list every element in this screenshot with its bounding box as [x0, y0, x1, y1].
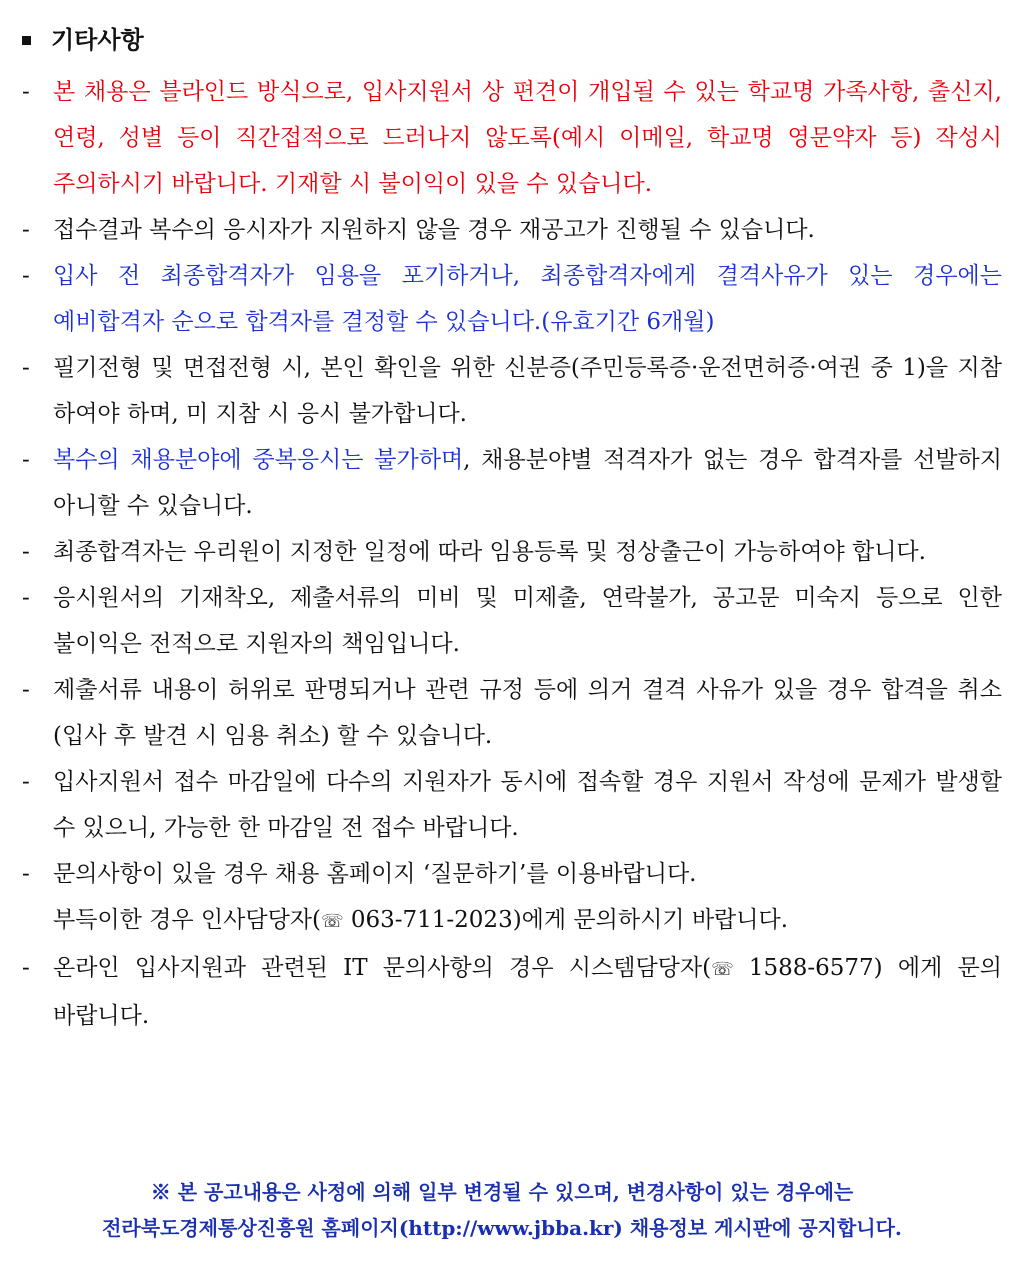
dash-marker: - [22, 677, 30, 703]
section-title: 기타사항 [51, 26, 144, 54]
item-text-highlight: 복수의 채용분야에 중복응시는 불가하며 [53, 447, 464, 473]
item-text: 접수결과 복수의 응시자가 지원하지 않을 경우 재공고가 진행될 수 있습니다. [53, 217, 815, 243]
list-item-duplicate-application [22, 437, 1002, 529]
notice-list [22, 69, 1002, 1039]
dash-marker: - [22, 447, 30, 473]
list-item-deadline-traffic [22, 759, 1002, 851]
item-text: 부득이한 경우 인사담당자( [53, 907, 321, 933]
list-item-reserve-candidates [22, 253, 1002, 345]
footer-notice [22, 1174, 982, 1246]
item-text: 필기전형 및 면접전형 시, 본인 확인을 위한 신분증(주민등록증·운전면허증·여권 중 1)을 지참 하여야 하며, 미 지참 시 응시 불가합니다. [53, 355, 1002, 427]
list-item-applicant-responsibility [22, 575, 1002, 667]
hr-phone-number: 063-711-2023 [343, 907, 513, 933]
system-phone-number: 1588-6577 [733, 955, 874, 981]
list-item-it-inquiries [22, 945, 1002, 1039]
dash-marker: - [22, 769, 30, 795]
list-item-inquiries [22, 851, 1002, 945]
list-item-false-documents [22, 667, 1002, 759]
item-text: 응시원서의 기재착오, 제출서류의 미비 및 미제출, 연락불가, 공고문 미숙지 등으로 인한 불이익은 전적으로 지원자의 책임입니다. [53, 585, 1002, 657]
dash-marker: - [22, 217, 30, 243]
list-item-re-announcement [22, 207, 1002, 253]
item-text: , 채용분야별 적격자가 없는 경우 합격자를 선발하지 아니할 수 있습니다. [53, 447, 1002, 519]
item-text: 온라인 입사지원과 관련된 IT 문의사항의 경우 시스템담당자( [53, 955, 712, 981]
dash-marker: - [22, 585, 30, 611]
dash-marker: - [22, 955, 30, 981]
dash-marker: - [22, 355, 30, 381]
item-text: 최종합격자는 우리원이 지정한 일정에 따라 임용등록 및 정상출근이 가능하여야 합니다. [53, 539, 926, 565]
item-text: 본 채용은 블라인드 방식으로, 입사지원서 상 편견이 개입될 수 있는 학교명 가족사항, 출신지, 연령, 성별 등이 직간접적으로 드러나지 않도록(예시 이메일, 학교명 영문약자 등) 작성시 주의하시기 바랍니다. 기재할 시 불이익이 있을 수 있습니다. [53, 79, 1002, 197]
item-text: 제출서류 내용이 허위로 판명되거나 관련 규정 등에 의거 결격 사유가 있을 경우 합격을 취소(입사 후 발견 시 임용 취소) 할 수 있습니다. [53, 677, 1002, 749]
list-item-blind-recruitment [22, 69, 1002, 207]
phone-icon: ☏ [711, 959, 734, 980]
list-item-id-required [22, 345, 1002, 437]
square-bullet-icon [22, 36, 31, 45]
list-item-start-date [22, 529, 1002, 575]
dash-marker: - [22, 79, 30, 105]
section-heading [20, 24, 144, 56]
item-text: 문의사항이 있을 경우 채용 홈페이지 ‘질문하기’를 이용바랍니다. [53, 861, 697, 887]
dash-marker: - [22, 539, 30, 565]
phone-icon: ☏ [321, 911, 344, 932]
item-text: ) 에게 문의 바랍니다. [53, 955, 1002, 1029]
footer-line-2: 전라북도경제통상진흥원 홈페이지(http://www.jbba.kr) 채용정보 게시판에 공지합니다. [102, 1216, 902, 1240]
dash-marker: - [22, 263, 30, 289]
item-text: )에게 문의하시기 바랍니다. [512, 907, 789, 933]
dash-marker: - [22, 861, 30, 887]
footer-line-1: ※ 본 공고내용은 사정에 의해 일부 변경될 수 있으며, 변경사항이 있는 경우에는 [150, 1180, 854, 1204]
item-text: 입사지원서 접수 마감일에 다수의 지원자가 동시에 접속할 경우 지원서 작성에 문제가 발생할 수 있으니, 가능한 한 마감일 전 접수 바랍니다. [53, 769, 1002, 841]
item-text: 입사 전 최종합격자가 임용을 포기하거나, 최종합격자에게 결격사유가 있는 경우에는 예비합격자 순으로 합격자를 결정할 수 있습니다.(유효기간 6개월) [53, 263, 1002, 335]
